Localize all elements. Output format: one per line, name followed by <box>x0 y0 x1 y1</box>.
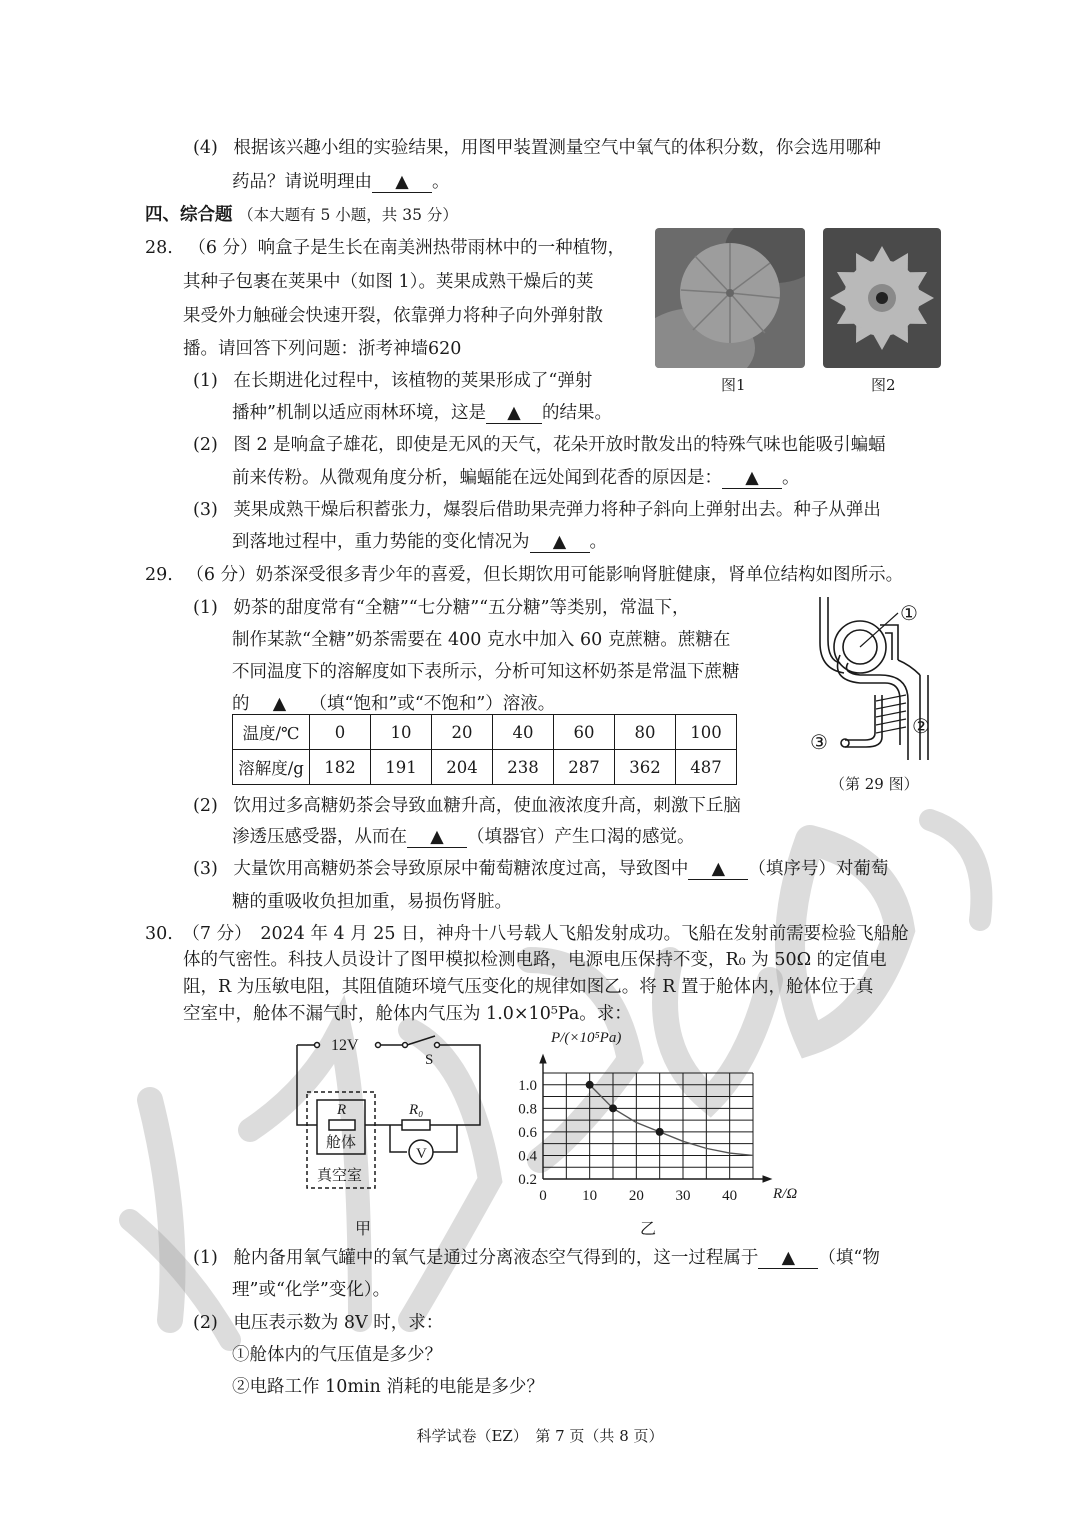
answer-blank[interactable]: ▲ <box>688 859 748 880</box>
q29-num: 29. <box>145 565 173 585</box>
table-cell: 238 <box>493 750 554 785</box>
q28-part3-line1: (3) 荚果成熟干燥后积蓄张力，爆裂后借助果壳弹力将种子斜向上弹射出去。种子从弹出 <box>193 500 881 520</box>
fig29-caption: （第 29 图） <box>830 775 919 793</box>
table-header: 温度/℃ <box>233 715 310 750</box>
fig2-caption: 图2 <box>871 376 896 394</box>
q30-part1-line1: (1) 舱内备用氧气罐中的氧气是通过分离液态空气得到的，这一过程属于 ▲ （填“物 <box>193 1248 880 1268</box>
table-cell: 40 <box>493 715 554 750</box>
q28-part1-line2: 播种”机制以适应雨林环境，这是 ▲ 的结果。 <box>232 403 612 423</box>
table-cell: 20 <box>432 715 493 750</box>
nephron-diagram <box>800 585 950 765</box>
q28-part1-line1: (1) 在长期进化过程中，该植物的荚果形成了“弹射 <box>193 371 593 391</box>
answer-blank[interactable]: ▲ <box>530 532 590 553</box>
x-tick-label: 20 <box>628 1188 644 1204</box>
q28-part3-line2: 到落地过程中，重力势能的变化情况为 ▲ 。 <box>232 532 607 552</box>
circuit-diagram <box>285 1030 495 1200</box>
q29-part2-line2: 渗透压感受器，从而在 ▲ （填器官）产生口渴的感觉。 <box>232 827 695 847</box>
label-2: ② <box>912 714 930 738</box>
y-axis-arrow <box>540 1055 546 1063</box>
fig1-caption: 图1 <box>721 376 746 394</box>
table-cell: 80 <box>615 715 676 750</box>
fig-jia-caption: 甲 <box>355 1219 372 1238</box>
section-title: 四、综合题 <box>145 205 233 225</box>
page-footer: 科学试卷（EZ） 第 7 页（共 8 页） <box>416 1427 664 1445</box>
cabin-label: 舱体 <box>326 1135 357 1151</box>
fig-yi-caption: 乙 <box>640 1219 657 1238</box>
data-point <box>609 1104 617 1112</box>
q29-part1-line1: (1) 奶茶的甜度常有“全糖”“七分糖”“五分糖”等类别，常温下， <box>193 598 690 618</box>
q29-part3-line1: (3) 大量饮用高糖奶茶会导致原尿中葡萄糖浓度过高，导致图中 ▲ （填序号）对葡萄 <box>193 859 889 879</box>
table-cell: 10 <box>371 715 432 750</box>
y-axis-label: P/(×10⁵Pa) <box>551 1030 622 1046</box>
q30-part2-sub2: ②电路工作 10min 消耗的电能是多少？ <box>232 1377 544 1397</box>
answer-blank[interactable]: ▲ <box>758 1248 818 1269</box>
q27-part4-line1 <box>193 134 881 159</box>
voltmeter-label: V <box>416 1146 427 1162</box>
x-tick-label: 0 <box>539 1188 547 1204</box>
x-tick-label: 40 <box>722 1188 738 1204</box>
q30-line3: 阻，R 为压敏电阻，其阻值随环境气压变化的规律如图乙。将 R 置于舱体内，舱体位于真 <box>183 977 874 997</box>
switch-label: S <box>425 1052 434 1068</box>
table-cell: 182 <box>310 750 371 785</box>
label-3: ③ <box>810 730 828 754</box>
table-cell: 487 <box>676 750 737 785</box>
q28-stem-line3: 果受外力触碰会快速开裂，依靠弹力将种子向外弹射散 <box>183 306 603 326</box>
voltage-label: 12V <box>331 1037 359 1054</box>
q30-part2-sub1: ①舱体内的气压值是多少？ <box>232 1345 442 1365</box>
q27-part4-line2: 药品？请说明理由 ▲ 。 <box>232 172 450 192</box>
r-label: R <box>337 1102 347 1118</box>
y-tick-label: 0.6 <box>518 1124 537 1141</box>
answer-blank[interactable]: ▲ <box>372 172 432 193</box>
answer-blank[interactable]: ▲ <box>722 468 782 489</box>
q30-part1-line2: 理”或“化学”变化）。 <box>232 1280 391 1300</box>
q28-stem-line1: 28. （6 分）响盒子是生长在南美洲热带雨林中的一种植物， <box>145 238 626 258</box>
x-axis-arrow <box>763 1176 771 1182</box>
table-cell: 362 <box>615 750 676 785</box>
vacuum-label: 真空室 <box>317 1168 363 1184</box>
q27-part4-num: (4) <box>193 138 218 158</box>
solubility-table <box>232 714 737 785</box>
x-tick-label: 30 <box>675 1188 691 1204</box>
q28-stem-line2: 其种子包裹在荚果中（如图 1）。荚果成熟干燥后的荚 <box>183 272 594 292</box>
table-row <box>233 750 737 785</box>
answer-blank[interactable]: ▲ <box>250 694 310 715</box>
seed-pod-photo <box>655 228 805 368</box>
q30-line2: 体的气密性。科技人员设计了图甲模拟检测电路，电源电压保持不变，R₀ 为 50Ω 的定值电 <box>183 950 887 970</box>
table-cell: 60 <box>554 715 615 750</box>
y-tick-label: 0.8 <box>518 1101 537 1118</box>
pressure-resistance-chart <box>505 1022 815 1212</box>
flower-photo <box>823 228 941 368</box>
table-cell: 191 <box>371 750 432 785</box>
table-cell: 100 <box>676 715 737 750</box>
q30-line1: 30. （7 分） 2024 年 4 月 25 日，神舟十八号载人飞船发射成功。飞船在发射前需要检验飞船舱 <box>145 924 909 944</box>
q30-line4: 空室中，舱体不漏气时，舱体内气压为 1.0×10⁵Pa。求： <box>183 1004 632 1024</box>
q28-num: 28. <box>145 238 173 258</box>
label-1: ① <box>900 601 918 625</box>
table-cell: 204 <box>432 750 493 785</box>
table-header: 溶解度/g <box>233 750 310 785</box>
x-axis-label: R/Ω <box>773 1186 798 1202</box>
q28-part2-line2: 前来传粉。从微观角度分析，蝙蝠能在远处闻到花香的原因是： ▲ 。 <box>232 468 800 488</box>
table-cell: 0 <box>310 715 371 750</box>
q29-stem: 29. （6 分）奶茶深受很多青少年的喜爱，但长期饮用可能影响肾脏健康，肾单位结构如图所示。 <box>145 565 904 585</box>
q29-part1-line2: 制作某款“全糖”奶茶需要在 400 克水中加入 60 克蔗糖。蔗糖在 <box>232 630 731 650</box>
y-tick-label: 0.2 <box>518 1172 537 1188</box>
q29-part3-line2: 糖的重吸收负担加重，易损伤肾脏。 <box>232 892 512 912</box>
y-tick-label: 0.4 <box>518 1148 537 1165</box>
q29-part1-line4: 的 ▲ （填“饱和”或“不饱和”）溶液。 <box>232 694 556 714</box>
section-note: （本大题有 5 小题，共 35 分） <box>238 206 458 224</box>
table-cell: 287 <box>554 750 615 785</box>
q27-part4-text1: 根据该兴趣小组的实验结果，用图甲装置测量空气中氧气的体积分数，你会选用哪种 <box>233 138 881 158</box>
q28-stem-line4: 播。请回答下列问题：浙考神墙620 <box>183 339 462 359</box>
q30-num: 30. <box>145 924 173 944</box>
table-row <box>233 715 737 750</box>
q28-part2-line1: (2) 图 2 是响盒子雄花，即使是无风的天气，花朵开放时散发出的特殊气味也能吸引蝙蝠 <box>193 435 886 455</box>
q29-part2-line1: (2) 饮用过多高糖奶茶会导致血糖升高，使血液浓度升高，刺激下丘脑 <box>193 796 741 816</box>
q29-part1-line3: 不同温度下的溶解度如下表所示，分析可知这杯奶茶是常温下蔗糖 <box>232 662 740 682</box>
x-tick-label: 10 <box>582 1188 598 1204</box>
r0-label: R₀ <box>409 1102 424 1118</box>
data-point <box>586 1081 594 1089</box>
section-heading <box>145 201 458 226</box>
answer-blank[interactable]: ▲ <box>486 403 542 424</box>
data-point <box>656 1128 664 1136</box>
q30-part2-line1: (2) 电压表示数为 8V 时，求： <box>193 1313 444 1333</box>
answer-blank[interactable]: ▲ <box>407 827 467 848</box>
y-tick-label: 1.0 <box>518 1077 537 1094</box>
